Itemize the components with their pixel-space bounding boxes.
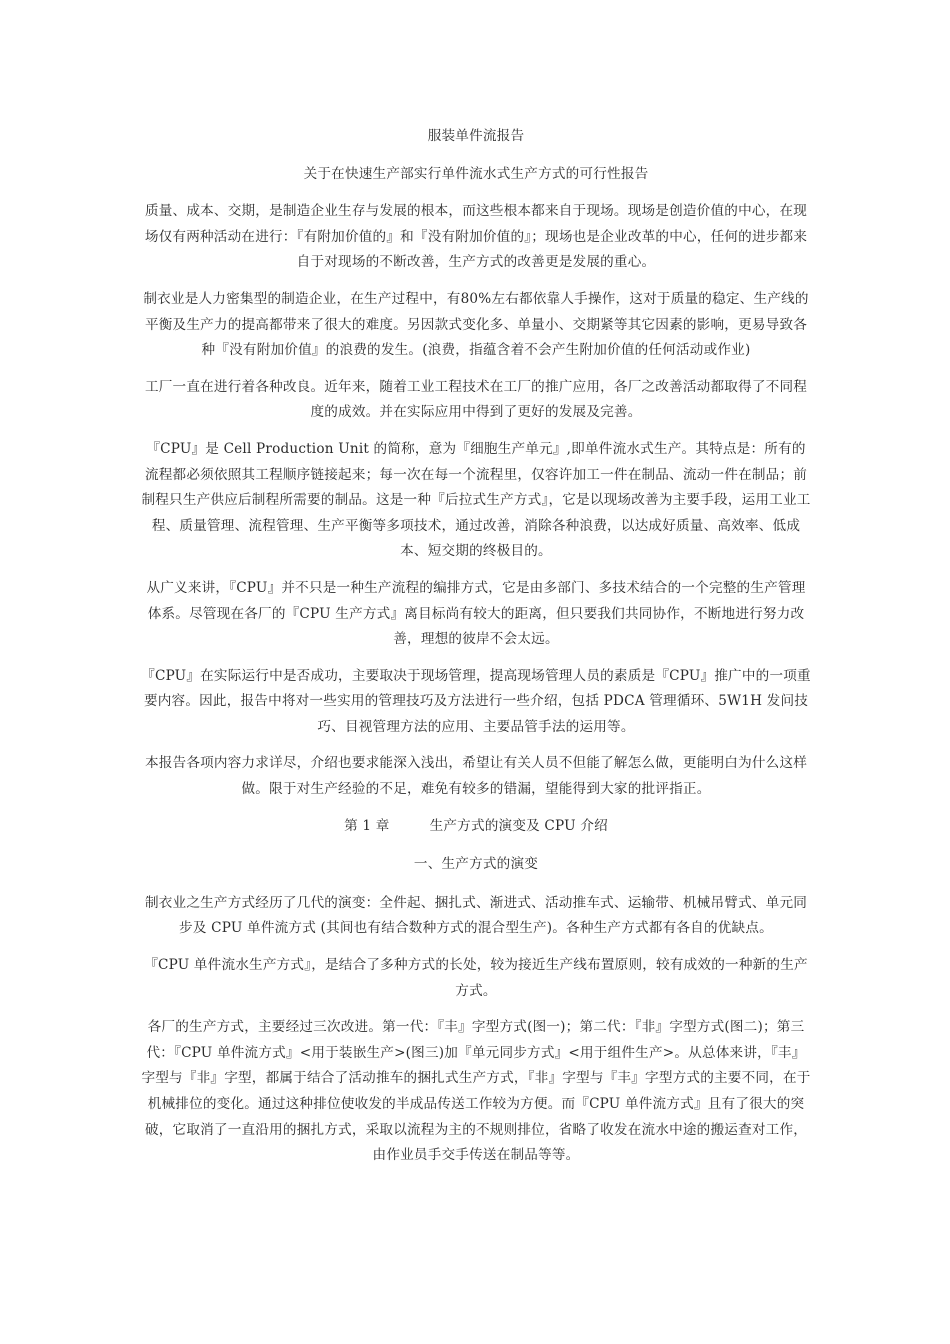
paragraph: 工厂一直在进行着各种改良。近年来，随着工业工程技术在工厂的推广应用，各厂之改善活动都取得了不同程度的成效。并在实际应用中得到了更好的发展及完善。	[144, 378, 808, 421]
chapter-title: 生产方式的演变及 CPU 介绍	[429, 817, 608, 834]
document-title: 服装单件流报告	[427, 128, 525, 144]
chapter-number: 第 1 章	[344, 817, 390, 834]
section-heading: 一、生产方式的演变	[413, 856, 539, 873]
paragraph: 『CPU』是 Cell Production Unit 的简称，意为『细胞生产单元』,即单件流水式生产。其特点是：所有的流程都必须依照其工程顺序链接起来；每一次在每一个流程里，仅容许加工一件在制品、流动一件在制品；前制程只生产供应后制程所需要的制品。这是一种『后拉式生产方式』，它是以现场改善为主要手段，运用工业工程、质量管理、流程管理、生产平衡等多项技术，通过改善，消除各种浪费，以达成好质量、高效率、低成本、短交期的终极目的。	[141, 440, 811, 560]
document-page	[140, 124, 812, 1180]
paragraph: 从广义来讲，『CPU』并不只是一种生产流程的编排方式，它是由多部门、多技术结合的一个完整的生产管理体系。尽管现在各厂的『CPU 生产方式』离目标尚有较大的距离，但只要我们共同协作，不断地进行努力改善，理想的彼岸不会太远。	[146, 579, 806, 648]
paragraph: 『CPU 单件流水生产方式』，是结合了多种方式的长处，较为接近生产线布置原则，较有成效的一种新的生产方式。	[144, 957, 808, 999]
paragraph: 制衣业之生产方式经历了几代的演变：全件起、捆扎式、渐进式、活动推车式、运输带、机械吊臂式、单元同步及 CPU 单件流方式 (其间也有结合数种方式的混合型生产)。各种生产方式都有各自的优缺点。	[144, 894, 808, 937]
document-subtitle: 关于在快速生产部实行单件流水式生产方式的可行性报告	[303, 165, 649, 182]
paragraph: 质量、成本、交期，是制造企业生存与发展的根本，而这些根本都来自于现场。现场是创造价值的中心，在现场仅有两种活动在进行：『有附加价值的』和『没有附加价值的』；现场也是企业改革的中心，任何的进步都来自于对现场的不断改善，生产方式的改善更是发展的重心。	[144, 203, 808, 271]
paragraph: 『CPU』在实际运行中是否成功，主要取决于现场管理，提高现场管理人员的素质是『CPU』推广中的一项重要内容。因此，报告中将对一些实用的管理技巧及方法进行一些介绍，包括 PDCA 管理循环、5W1H 发问技巧、目视管理方法的应用、主要品管手法的运用等。	[141, 667, 811, 735]
paragraph: 各厂的生产方式，主要经过三次改进。第一代：『丰』字型方式(图一)；第二代：『非』字型方式(图二)；第三代：『CPU 单件流方式』<用于装嵌生产>(图三)加『单元同步方式』<用于组件生产>。从总体来讲，『丰』字型与『非』字型，都属于结合了活动推车的捆扎式生产方式，『非』字型与『丰』字型方式的主要不同，在于机械排位的变化。通过这种排位使收发的半成品传送工作较为方便。而『CPU 单件流方式』且有了很大的突破，它取消了一直沿用的捆扎方式，采取以流程为主的不规则排位，省略了收发在流水中途的搬运查对工作，由作业员手交手传送在制品等等。	[141, 1019, 811, 1164]
chapter-heading	[140, 814, 812, 840]
paragraph: 本报告各项内容力求详尽，介绍也要求能深入浅出，希望让有关人员不但能了解怎么做，更能明白为什么这样做。限于对生产经验的不足，难免有较多的错漏，望能得到大家的批评指正。	[144, 755, 808, 798]
paragraph: 制衣业是人力密集型的制造企业，在生产过程中，有80%左右都依靠人手操作，这对于质量的稳定、生产线的平衡及生产力的提高都带来了很大的难度。另因款式变化多、单量小、交期紧等其它因素的影响，更易导致各种『没有附加价值』的浪费的发生。(浪费，指蕴含着不会产生附加价值的任何活动或作业)	[143, 290, 809, 359]
